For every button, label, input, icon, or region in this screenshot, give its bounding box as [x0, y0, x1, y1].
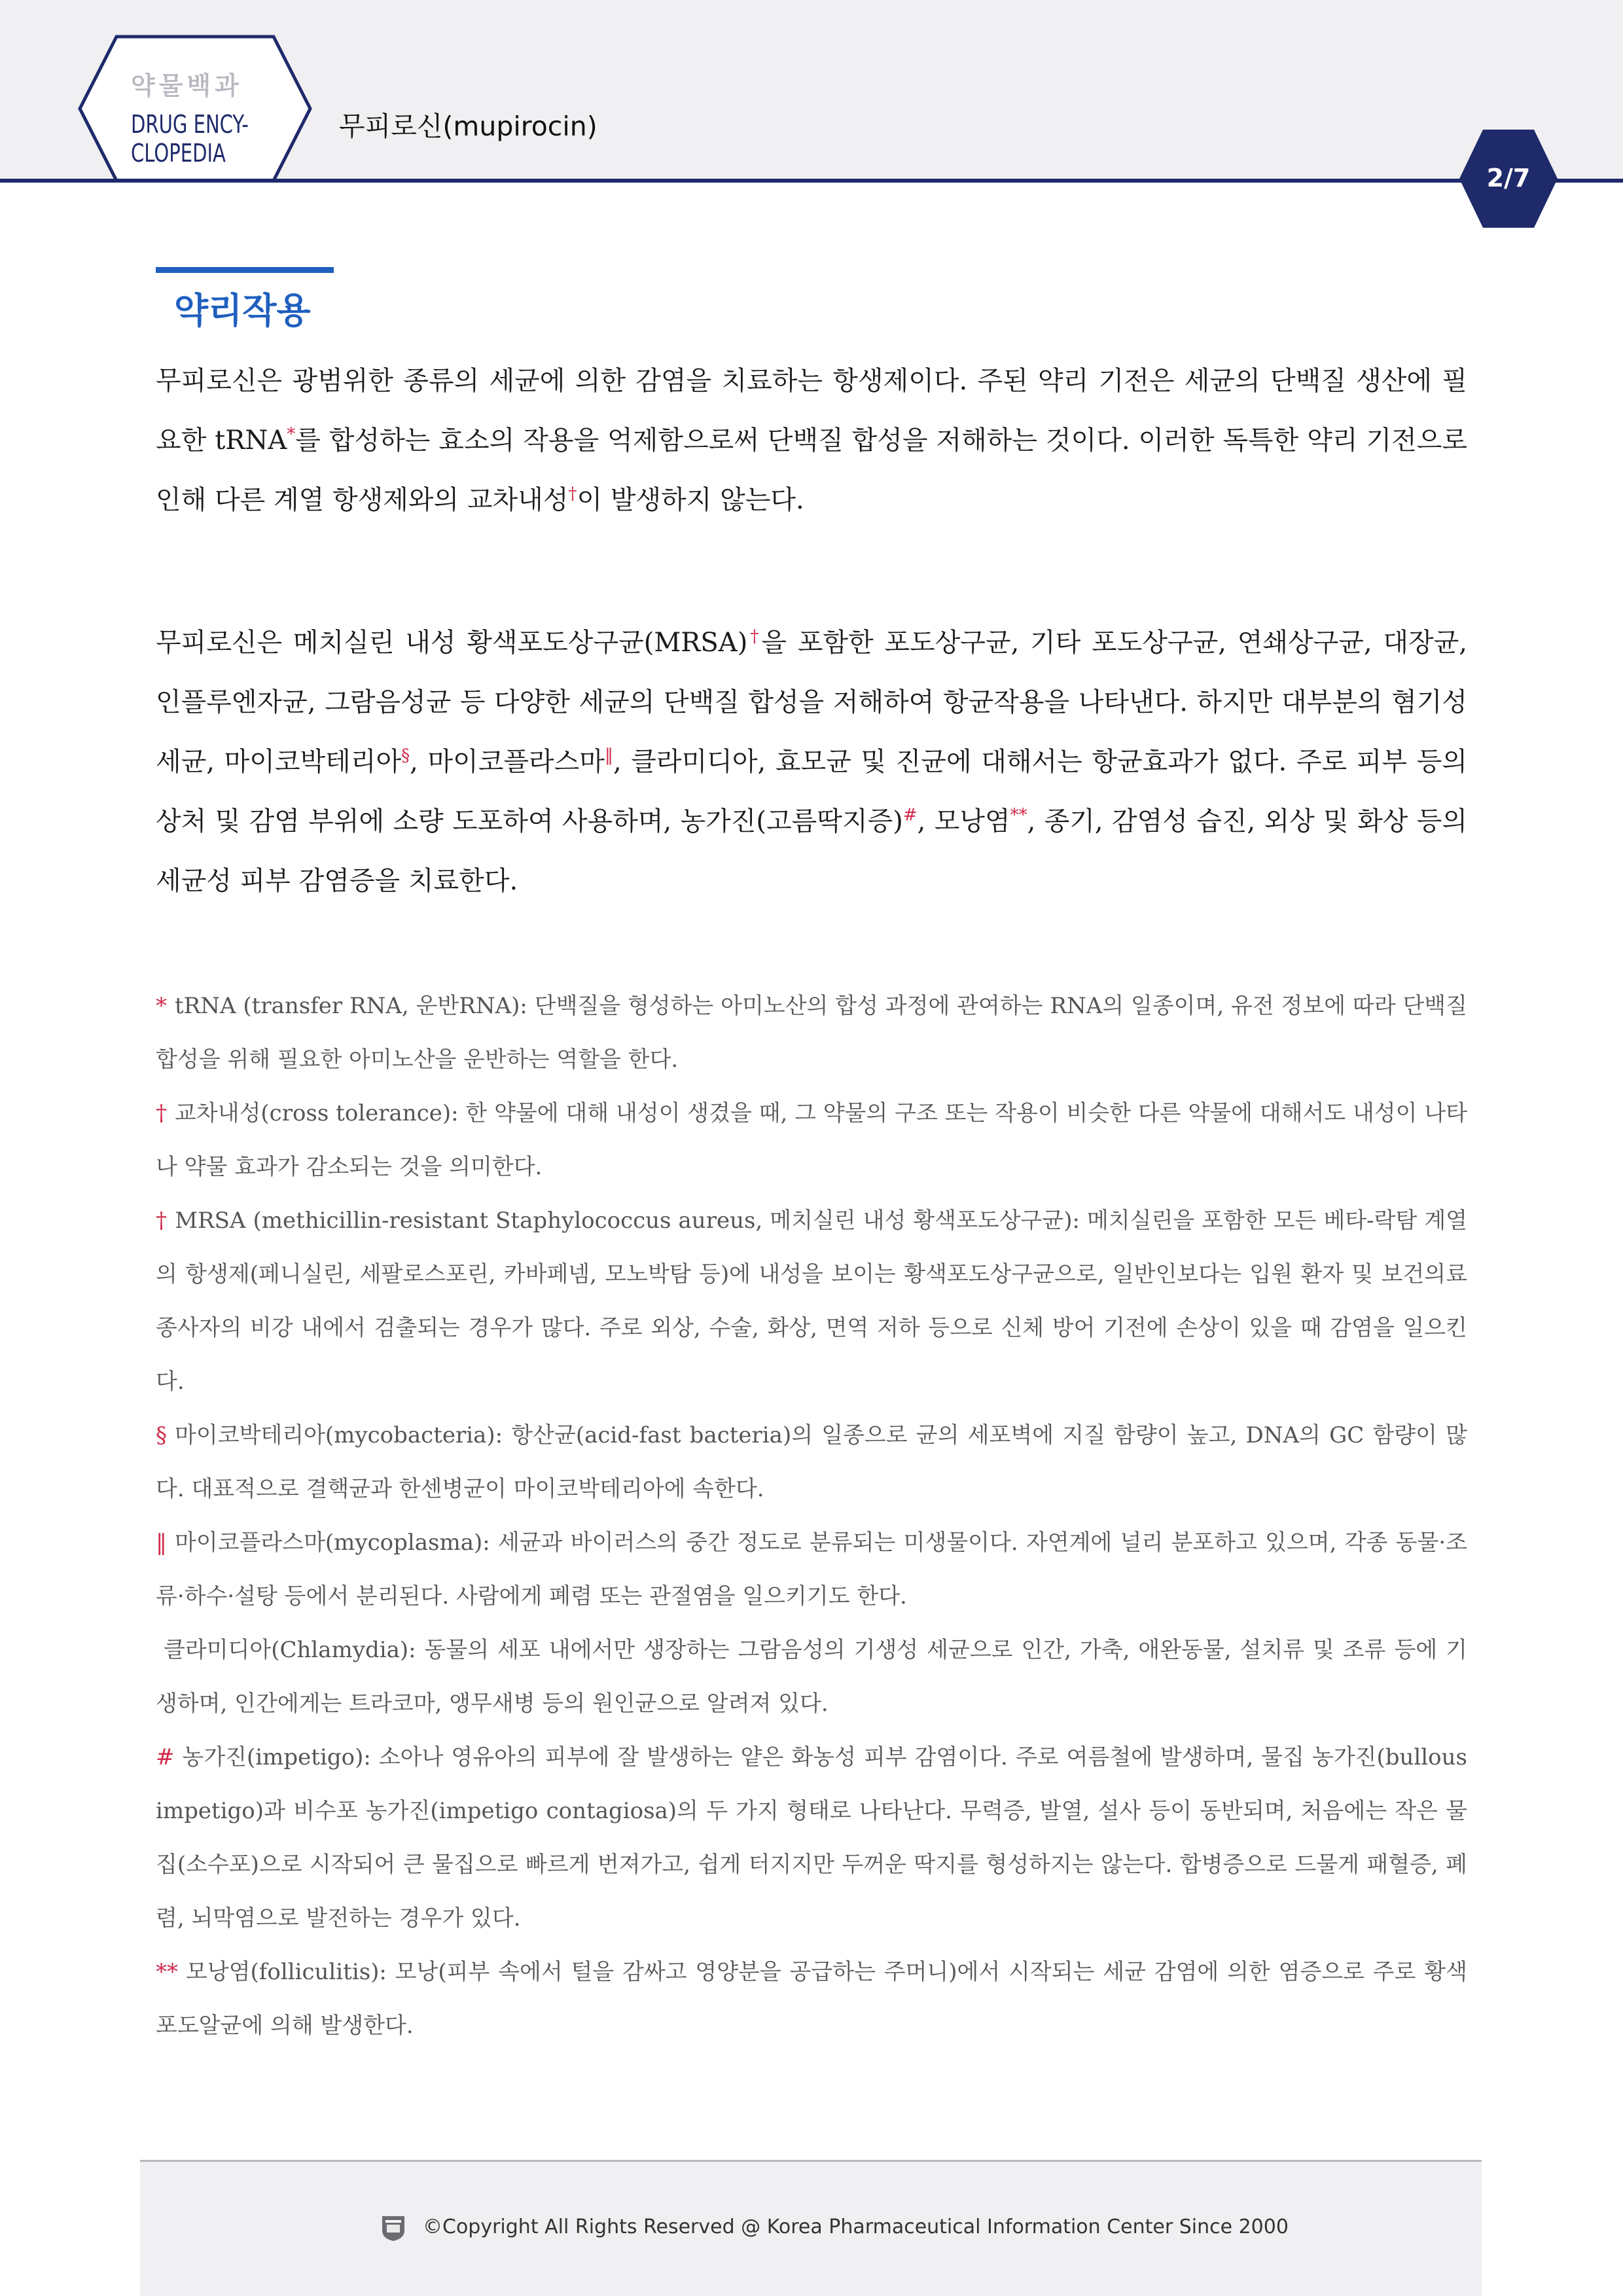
note-mycobacteria: [156, 1408, 1467, 1516]
note-text: 모낭염(folliculitis): 모낭(피부 속에서 털을 감싸고 영양분을 공급하는 주머니)에서 시작되는 세균 감염에 의한 염증으로 주로 황색포도알균에 의해 발생한다.: [156, 1959, 1467, 2039]
note-folliculitis: [156, 1945, 1467, 2053]
document-title: 무피로신(mupirocin): [339, 111, 597, 142]
paragraph-2-text-a: 무피로신은 메치실린 내성 황색포도상구균(MRSA): [156, 628, 748, 658]
note-mrsa: [156, 1194, 1467, 1408]
paragraph-2: [156, 613, 1467, 911]
footnote-mark: §: [401, 745, 410, 766]
note-symbol: #: [156, 1744, 175, 1770]
note-cross-tolerance: [156, 1086, 1467, 1194]
paragraph-2-text-f: , 종기, 감염성 습진, 외상 및 화상 등의 세균성 피부 감염증을 치료한다.: [156, 806, 1467, 896]
section-title-bar: [156, 267, 334, 273]
header-divider: [0, 179, 1623, 183]
note-text: 마이코박테리아(mycobacteria): 항산균(acid-fast bacteria)의 일종으로 균의 세포벽에 지질 함량이 높고, DNA의 GC 함량이 많다. 대표적으로 결핵균과 한센병균이 마이코박테리아에 속한다.: [156, 1422, 1467, 1502]
copyright-text: ©Copyright All Rights Reserved @ Korea Pharmaceutical Information Center Since 2000: [423, 2215, 1289, 2238]
note-text: 마이코플라스마(mycoplasma): 세균과 바이러스의 중간 정도로 분류되는 미생물이다. 자연계에 널리 분포하고 있으며, 각종 동물·조류·하수·설탕 등에서 분리된다. 사람에게 폐렴 또는 관절염을 일으키기도 한다.: [156, 1530, 1467, 1609]
note-symbol: §: [156, 1422, 167, 1448]
note-symbol: ‖: [156, 1530, 167, 1556]
paragraph-1: [156, 351, 1467, 530]
note-trna: [156, 979, 1467, 1086]
paragraph-1-text-c: 이 발생하지 않는다.: [577, 485, 804, 515]
footnote-mark: #: [902, 805, 918, 825]
note-text: MRSA (methicillin-resistant Staphylococcus aureus, 메치실린 내성 황색포도상구균): 메치실린을 포함한 모든 베타-락탐 계열의 항생제(페니실린, 세팔로스포린, 카바페넴, 모노박탐 등)에 내성을 보이는 황색포도상구균으로, 일반인보다는 입원 환자 및 보건의료 종사자의 비강 내에서 검출되는 경우가 많다. 주로 외상, 수술, 화상, 면역 저하 등으로 신체 방어 기전에 손상이 있을 때 감염을 일으킨다.: [156, 1208, 1468, 1395]
paragraph-2-text-d: , 클라미디아, 효모균 및 진균에 대해서는 항균효과가 없다. 주로 피부 등의 상처 및 감염 부위에 소량 도포하여 사용하며, 농가진(고름딱지증): [156, 747, 1467, 836]
note-text: 클라미디아(Chlamydia): 동물의 세포 내에서만 생장하는 그람음성의 기생성 세균으로 인간, 가축, 애완동물, 설치류 및 조류 등에 기생하며, 인간에게는 트라코마, 앵무새병 등의 원인균으로 알려져 있다.: [156, 1637, 1467, 1717]
note-impetigo: [156, 1731, 1467, 1945]
logo-english-line1: DRUG ENCY-: [131, 110, 249, 139]
note-text: 교차내성(cross tolerance): 한 약물에 대해 내성이 생겼을 때, 그 약물의 구조 또는 작용이 비슷한 다른 약물에 대해서도 내성이 나타나 약물 효과가 감소되는 것을 의미한다.: [156, 1100, 1468, 1180]
page-number: 2/7: [1486, 164, 1531, 192]
footnote-mark: †: [747, 626, 762, 647]
note-symbol: **: [156, 1959, 178, 1985]
footer-divider: [140, 2160, 1482, 2162]
note-text: 농가진(impetigo): 소아나 영유아의 피부에 잘 발생하는 얕은 화농성 피부 감염이다. 주로 여름철에 발생하며, 물집 농가진(bullous impetigo)과 비수포 농가진(impetigo contagiosa)의 두 가지 형태로 나타난다. 무력증, 발열, 설사 등이 동반되며, 처음에는 작은 물집(소수포)으로 시작되어 큰 물집으로 빠르게 번져가고, 쉽게 터지지만 두꺼운 딱지를 형성하지는 않는다. 합병증으로 드물게 패혈증, 폐렴, 뇌막염으로 발전하는 경우가 있다.: [156, 1744, 1467, 1931]
footnote-mark: ‖: [604, 745, 613, 766]
logo-korean-text: 약물백과: [131, 71, 243, 100]
section-title: 약리작용: [174, 290, 311, 331]
paragraph-1-text-a: 무피로신은 광범위한 종류의 세균에 의한 감염을 치료하는 항생제이다. 주된 약리 기전은 세균의 단백질 생산에 필요한 tRNA: [156, 366, 1467, 456]
paragraph-2-text-b: 을 포함한 포도상구균, 기타 포도상구균, 연쇄상구균, 대장균, 인플루엔자균, 그람음성균 등 다양한 세균의 단백질 합성을 저해하여 항균작용을 나타낸다. 하지만 대부분의 혐기성 세균, 마이코박테리아: [156, 628, 1467, 777]
paragraph-2-text-c: , 마이코플라스마: [410, 747, 605, 777]
footnote-mark: **: [1010, 805, 1027, 825]
note-symbol: †: [156, 1100, 168, 1126]
glossary-notes: [156, 979, 1467, 2053]
institution-crest-icon: [381, 2214, 406, 2242]
note-text: tRNA (transfer RNA, 운반RNA): 단백질을 형성하는 아미노산의 합성 과정에 관여하는 RNA의 일종이며, 유전 정보에 따라 단백질 합성을 위해 필요한 아미노산을 운반하는 역할을 한다.: [156, 993, 1467, 1073]
logo-english-line2: CLOPEDIA: [131, 139, 226, 168]
logo-english-text: [131, 110, 264, 168]
note-symbol: *: [156, 993, 167, 1019]
footnote-mark: †: [568, 484, 577, 504]
note-chlamydia: [156, 1623, 1467, 1731]
note-symbol: †: [156, 1208, 168, 1234]
paragraph-1-text-b: 를 합성하는 효소의 작용을 억제함으로써 단백질 합성을 저해하는 것이다. 이러한 독특한 약리 기전으로 인해 다른 계열 항생제와의 교차내성: [156, 425, 1468, 515]
note-mycoplasma: [156, 1516, 1467, 1623]
paragraph-2-text-e: , 모낭염: [917, 806, 1010, 836]
footnote-mark: *: [287, 424, 296, 444]
